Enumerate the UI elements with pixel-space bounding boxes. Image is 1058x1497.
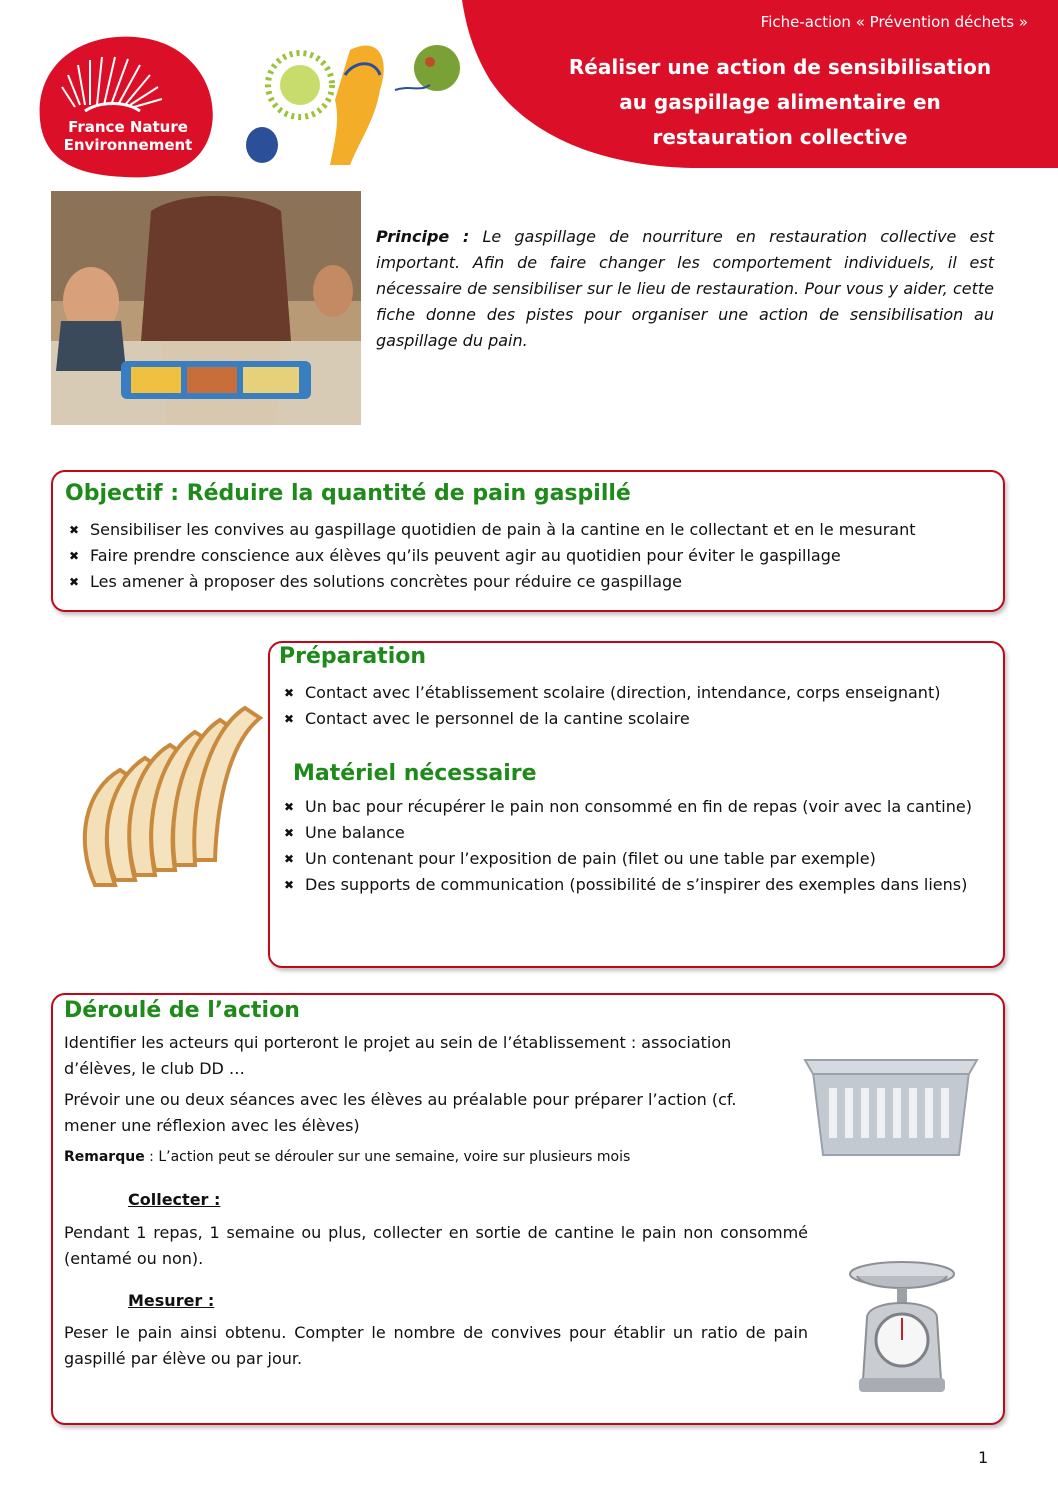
logo-text: [58, 118, 198, 154]
principle-text: [376, 224, 994, 354]
list-item-text: Des supports de communication (possibilité de s’inspirer des exemples dans liens): [305, 875, 968, 894]
list-item: [279, 872, 994, 898]
principle-label: Principe :: [376, 227, 470, 246]
procedure-heading: Déroulé de l’action: [64, 998, 300, 1023]
page-title: Réaliser une action de sensibilisation au gaspillage alimentaire en restauration collective: [568, 55, 992, 149]
list-item-text: Une balance: [305, 823, 405, 842]
measure-heading: Mesurer :: [128, 1291, 215, 1310]
list-item: [279, 794, 994, 820]
procedure-paragraph-2: Prévoir une ou deux séances avec les élèves au préalable pour préparer l’action (cf. mener une réflexion avec les élèves): [64, 1090, 737, 1135]
cafeteria-photo: [51, 191, 361, 425]
materials-heading: Matériel nécessaire: [293, 761, 537, 786]
list-item: [64, 543, 994, 569]
waste-illustration: [240, 30, 470, 170]
materials-list: [279, 794, 994, 898]
list-item-text: Sensibiliser les convives au gaspillage quotidien de pain à la cantine en le collectant et en le mesurant: [90, 520, 916, 539]
list-item-text: Faire prendre conscience aux élèves qu’ils peuvent agir au quotidien pour éviter le gaspillage: [90, 546, 841, 565]
remark-text: [64, 1146, 784, 1168]
fne-logo: [30, 25, 220, 185]
crate-image: [803, 1050, 979, 1160]
preparation-heading: Préparation: [279, 644, 427, 669]
bullet-icon: ✖: [68, 575, 80, 589]
bullet-icon: ✖: [283, 826, 295, 840]
bullet-icon: ✖: [283, 800, 295, 814]
bullet-icon: ✖: [283, 852, 295, 866]
list-item: [279, 706, 994, 732]
bullet-icon: ✖: [283, 686, 295, 700]
bullet-icon: ✖: [68, 549, 80, 563]
list-item: [64, 569, 994, 595]
logo-line-1: France Nature: [68, 118, 188, 136]
list-item: [64, 517, 994, 543]
list-item-text: Un contenant pour l’exposition de pain (filet ou une table par exemple): [305, 849, 876, 868]
kitchen-scale-image: [845, 1258, 960, 1398]
collect-text: Pendant 1 repas, 1 semaine ou plus, collecter en sortie de cantine le pain non consommé (entamé ou non).: [64, 1223, 808, 1268]
list-item-text: Un bac pour récupérer le pain non consommé en fin de repas (voir avec la cantine): [305, 797, 972, 816]
remark-label: Remarque: [64, 1149, 145, 1165]
logo-line-2: Environnement: [63, 136, 193, 154]
objective-heading: Objectif : Réduire la quantité de pain gaspillé: [65, 481, 631, 506]
bread-slices-image: [75, 670, 265, 900]
bullet-icon: ✖: [283, 878, 295, 892]
measure-text: Peser le pain ainsi obtenu. Compter le nombre de convives pour établir un ratio de pain gaspillé par élève ou par jour.: [64, 1323, 808, 1368]
objective-list: [64, 517, 994, 595]
procedure-paragraph-1: Identifier les acteurs qui porteront le projet au sein de l’établissement : association d’élèves, le club DD …: [64, 1033, 732, 1078]
list-item: [279, 680, 994, 706]
list-item: [279, 846, 994, 872]
bullet-icon: ✖: [68, 523, 80, 537]
list-item: [279, 820, 994, 846]
preparation-list: [279, 680, 994, 732]
list-item-text: Contact avec l’établissement scolaire (direction, intendance, corps enseignant): [305, 683, 941, 702]
page-number: 1: [978, 1448, 989, 1467]
principle-body: Le gaspillage de nourriture en restauration collective est important. Afin de faire changer les comportement individuels, il est nécessaire de sensibiliser sur le lieu de restauration. Pour vous y aider, cette fiche donne des pistes pour organiser une action de sensibilisation au gaspillage du pain.: [376, 227, 994, 350]
list-item-text: Les amener à proposer des solutions concrètes pour réduire ce gaspillage: [90, 572, 683, 591]
list-item-text: Contact avec le personnel de la cantine scolaire: [305, 709, 690, 728]
remark-body: : L’action peut se dérouler sur une semaine, voire sur plusieurs mois: [144, 1149, 631, 1165]
bullet-icon: ✖: [283, 712, 295, 726]
collect-heading: Collecter :: [128, 1190, 221, 1209]
document-topic: Fiche-action « Prévention déchets »: [760, 13, 1028, 31]
